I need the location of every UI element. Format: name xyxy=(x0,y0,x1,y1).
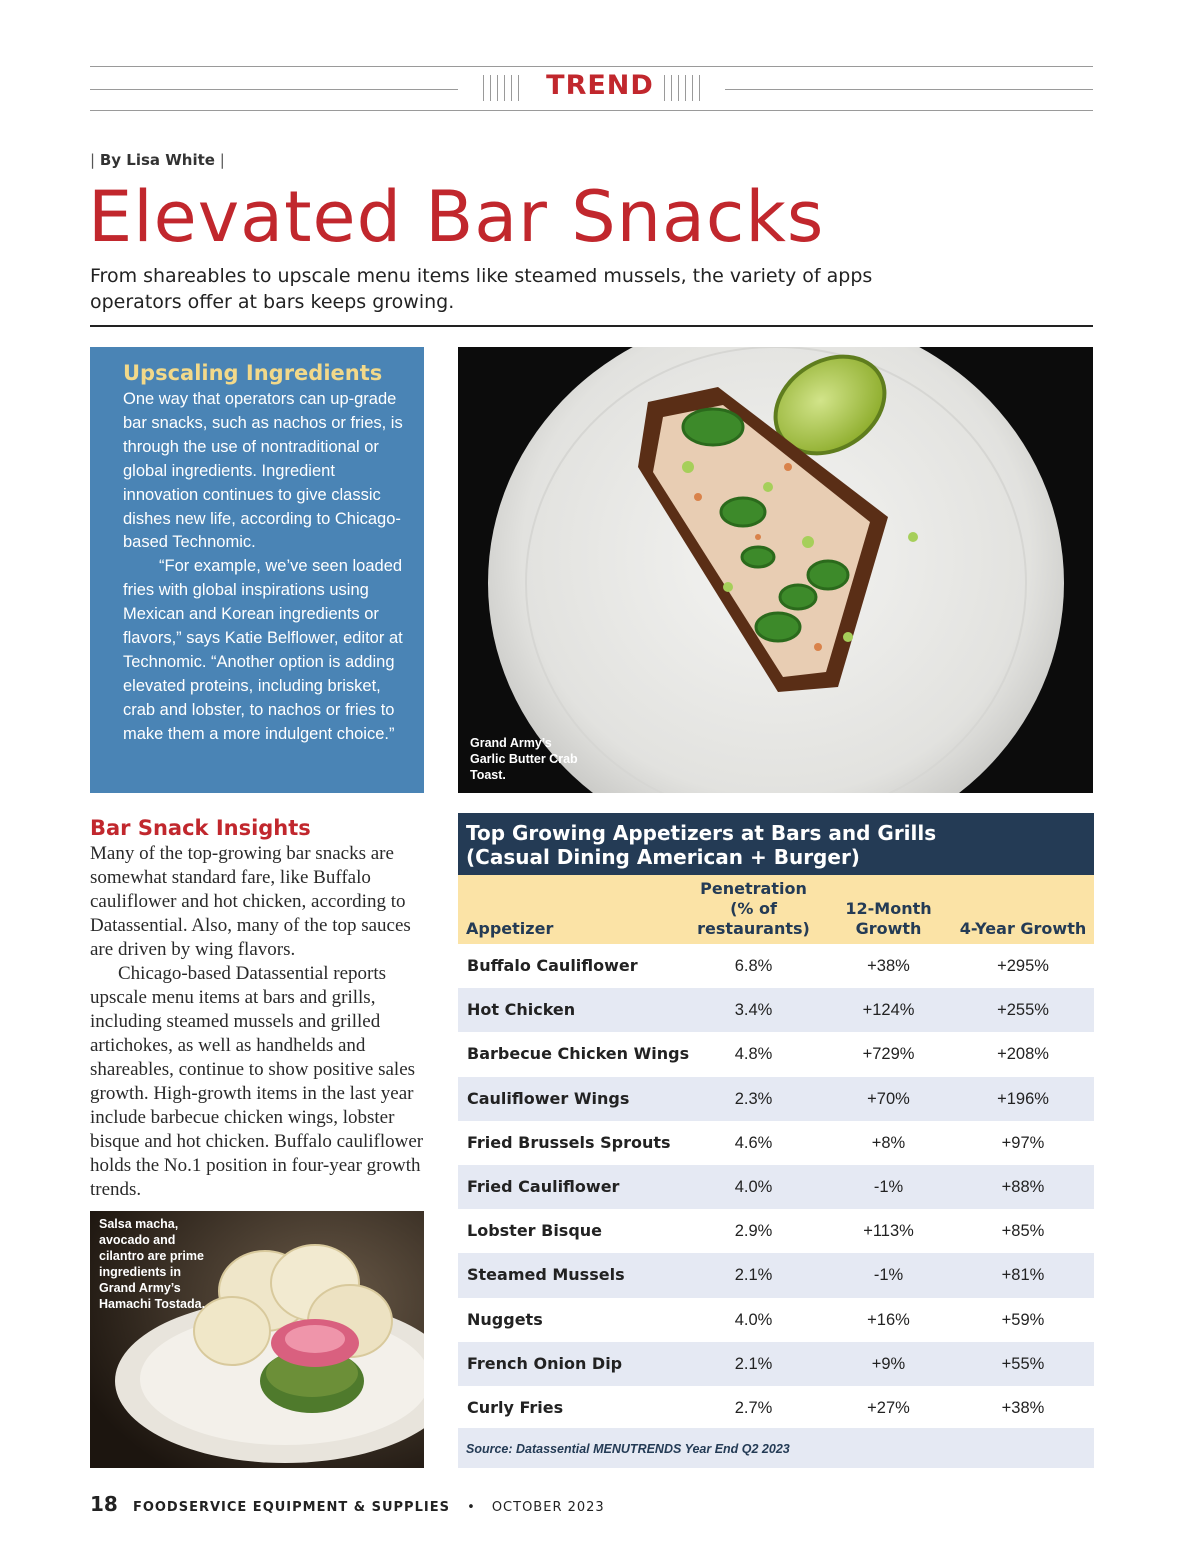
hamachi-tostada-photo xyxy=(90,1211,424,1468)
col-header-12-month xyxy=(821,899,956,939)
table-title xyxy=(458,813,1094,875)
article-deck: From shareables to upscale menu items like steamed mussels, the variety of apps operators offer at bars keeps growing. xyxy=(90,265,873,313)
deck-rule xyxy=(90,325,1093,327)
col-header-4-year-label: 4-Year Growth xyxy=(959,919,1087,938)
byline-author: By Lisa White xyxy=(99,151,215,169)
growth-4y-value: +255% xyxy=(997,1001,1049,1020)
penetration-value: 3.4% xyxy=(734,1001,773,1020)
growth-4y-value: +85% xyxy=(1001,1222,1045,1241)
growth-4y-value: +97% xyxy=(1001,1133,1045,1152)
table-title-line-1: Top Growing Appetizers at Bars and Grills xyxy=(466,821,937,845)
byline-bar-right: | xyxy=(214,151,225,169)
growth-12m-value: +9% xyxy=(871,1354,906,1373)
penetration-value: 2.7% xyxy=(734,1398,773,1417)
growth-12m-value: +729% xyxy=(862,1045,915,1064)
appetizer-name: Hot Chicken xyxy=(467,1000,576,1020)
penetration-value: 2.9% xyxy=(734,1222,773,1241)
header-bottom-rule xyxy=(90,110,1093,111)
appetizer-name: Buffalo Cauliflower xyxy=(467,956,638,975)
table-title-line-2: (Casual Dining American + Burger) xyxy=(466,845,860,869)
growth-12m-value: +8% xyxy=(871,1133,906,1152)
article-title: Elevated Bar Snacks xyxy=(88,176,825,258)
col-header-penetration-l1: Penetration xyxy=(700,879,807,898)
sidebar-paragraph-1: One way that operators can up-grade bar snacks, such as nachos or fries, is through the use of nontraditional or global ingredients. Ingredient innovation continues to give classic dishes new life, according to Chicago-based Technomic. xyxy=(123,390,403,552)
penetration-value: 4.8% xyxy=(734,1045,773,1064)
growth-4y-value: +88% xyxy=(1001,1177,1045,1196)
table-row xyxy=(458,1209,1094,1253)
table-row xyxy=(458,988,1094,1032)
penetration-value: 4.0% xyxy=(734,1177,773,1196)
table-header-row xyxy=(458,875,1094,944)
appetizer-name: Lobster Bisque xyxy=(467,1221,603,1241)
appetizer-name: Cauliflower Wings xyxy=(467,1088,630,1108)
sidebar-upscaling xyxy=(90,347,424,793)
crab-toast-photo xyxy=(458,347,1093,793)
appetizer-name: Steamed Mussels xyxy=(467,1265,625,1285)
col-header-12-month-l1: 12-Month xyxy=(845,899,932,918)
page-number: 18 xyxy=(90,1492,118,1516)
growth-4y-value: +59% xyxy=(1001,1310,1045,1329)
col-header-penetration-l3: restaurants) xyxy=(697,919,810,938)
penetration-value: 6.8% xyxy=(734,957,773,975)
insights-heading: Bar Snack Insights xyxy=(90,816,311,840)
penetration-value: 2.1% xyxy=(734,1266,773,1285)
appetizer-name: Barbecue Chicken Wings xyxy=(467,1044,690,1064)
insights-paragraph-2: Chicago-based Datassential reports upscale menu items at bars and grills, including steamed mussels and grilled artichokes, as well as handhelds and shareables, continue to show positive sales growth. High-growth items in the last year include barbecue chicken wings, lobster bisque and hot chicken. Buffalo cauliflower holds the No.1 position in four-year growth trends. xyxy=(90,963,424,1200)
col-header-4-year xyxy=(956,919,1090,939)
growth-4y-value: +38% xyxy=(1001,1398,1045,1417)
sidebar-heading: Upscaling Ingredients xyxy=(123,361,383,385)
section-tag: TREND xyxy=(546,70,654,101)
growth-12m-value: +16% xyxy=(867,1310,910,1329)
penetration-value: 4.0% xyxy=(734,1310,773,1329)
growth-12m-value: +27% xyxy=(867,1398,910,1417)
table-row xyxy=(458,1386,1094,1430)
page-footer xyxy=(90,1492,605,1516)
byline xyxy=(90,151,225,169)
publication-name: FOODSERVICE EQUIPMENT & SUPPLIES xyxy=(132,1500,450,1515)
col-header-appetizer-label: Appetizer xyxy=(466,919,554,938)
byline-bar-left: | xyxy=(90,151,100,169)
penetration-value: 2.1% xyxy=(734,1354,773,1373)
header-top-rule xyxy=(90,66,1093,67)
penetration-value: 4.6% xyxy=(734,1133,773,1152)
growth-4y-value: +81% xyxy=(1001,1266,1045,1285)
penetration-value: 2.3% xyxy=(734,1089,773,1108)
appetizer-name: Fried Cauliflower xyxy=(467,1176,620,1196)
col-header-appetizer xyxy=(466,919,553,939)
growth-4y-value: +295% xyxy=(997,957,1049,975)
growth-12m-value: +70% xyxy=(867,1089,910,1108)
growth-4y-value: +196% xyxy=(997,1089,1049,1108)
table-row xyxy=(458,1165,1094,1209)
table-row xyxy=(458,1298,1094,1342)
issue-date: OCTOBER 2023 xyxy=(491,1500,605,1515)
growth-12m-value: +124% xyxy=(862,1001,915,1020)
table-body xyxy=(458,944,1094,1430)
photo-caption-main: Grand Army’s Garlic Butter Crab Toast. xyxy=(470,736,578,782)
sidebar-paragraph-2: “For example, we’ve seen loaded fries with global inspirations using Mexican and Korean ingredients or flavors,” says Katie Belflower, editor at Technomic. “Another option is adding elevated proteins, including brisket, crab and lobster, to nachos or fries to make them a more indulgent choice.” xyxy=(123,557,403,743)
crab-toast-illustration xyxy=(458,347,1093,793)
col-header-penetration-l2: (% of xyxy=(730,899,777,918)
table-row xyxy=(458,1342,1094,1386)
growth-12m-value: +38% xyxy=(867,957,910,975)
footer-separator: • xyxy=(467,1500,475,1515)
growth-12m-value: -1% xyxy=(873,1266,904,1285)
insights-body xyxy=(90,842,425,1202)
appetizer-name: Nuggets xyxy=(467,1309,543,1329)
col-header-penetration xyxy=(676,879,831,939)
appetizer-name: Fried Brussels Sprouts xyxy=(467,1132,671,1152)
table-row xyxy=(458,1077,1094,1121)
table-row xyxy=(458,1032,1094,1076)
table-row xyxy=(458,1121,1094,1165)
col-header-12-month-l2: Growth xyxy=(855,919,922,938)
photo-caption-small: Salsa macha, avocado and cilantro are prime ingredients in Grand Army’s Hamachi Tostada. xyxy=(99,1217,206,1311)
appetizer-name: French Onion Dip xyxy=(467,1353,623,1373)
table-source: Source: Datassential MENUTRENDS Year End Q2 2023 xyxy=(458,1428,1094,1468)
growth-4y-value: +55% xyxy=(1001,1354,1045,1373)
table-row xyxy=(458,944,1094,988)
table-row xyxy=(458,1253,1094,1297)
growth-4y-value: +208% xyxy=(997,1045,1049,1064)
growth-12m-value: -1% xyxy=(873,1177,904,1196)
growth-12m-value: +113% xyxy=(863,1222,914,1241)
insights-paragraph-1: Many of the top-growing bar snacks are somewhat standard fare, like Buffalo cauliflower and hot chicken, according to Datassential. Also, many of the top sauces are driven by wing flavors. xyxy=(90,843,411,960)
appetizer-name: Curly Fries xyxy=(467,1397,564,1417)
